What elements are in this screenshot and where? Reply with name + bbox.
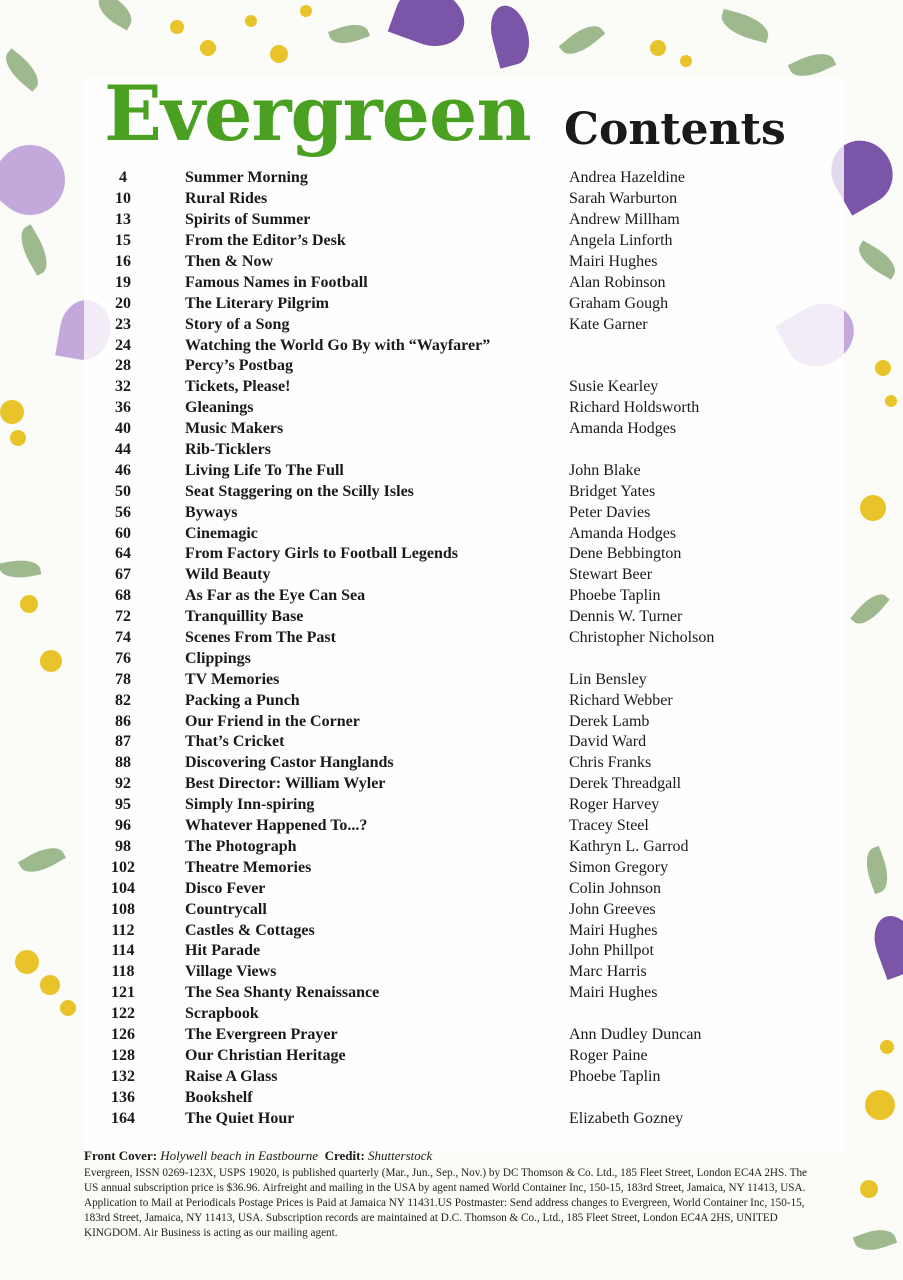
page-number: 86 <box>115 712 131 730</box>
article-author: Phoebe Taplin <box>569 587 661 605</box>
contents-row <box>96 816 816 837</box>
page-number: 87 <box>115 733 131 751</box>
article-author: Dennis W. Turner <box>569 608 683 626</box>
article-title: Village Views <box>185 963 277 981</box>
article-author: Alan Robinson <box>569 273 666 291</box>
page-number: 74 <box>115 629 131 647</box>
page-number: 82 <box>115 691 131 709</box>
article-title: Whatever Happened To...? <box>185 817 368 835</box>
page-number: 136 <box>111 1088 135 1106</box>
article-title: Summer Morning <box>185 169 308 187</box>
article-title: Disco Fever <box>185 879 266 897</box>
page-number: 23 <box>115 315 131 333</box>
article-title: Famous Names in Football <box>185 273 368 291</box>
contents-row <box>96 795 816 816</box>
article-title: Spirits of Summer <box>185 211 311 229</box>
page-number: 78 <box>115 670 131 688</box>
contents-row <box>96 711 816 732</box>
article-title: From Factory Girls to Football Legends <box>185 545 458 563</box>
article-title: The Sea Shanty Renaissance <box>185 984 380 1002</box>
publication-notice: Evergreen, ISSN 0269-123X, USPS 19020, is published quarterly (Mar., Jun., Sep., Nov.) by DC Thomson & Co. Ltd., 185 Fleet Street, London EC4A 2HS. The US annual subscription price is $36.96. Airfreight and mailing in the USA by agent named World Container Inc, 150-15, 183rd Street, Jamaica, NY 11413, USA. Application to Mail at Periodicals Postage Prices is Paid at Jamaica NY 11431.US Postmaster: Send address changes to Evergreen, World Container Inc, 150-15, 183rd Street, Jamaica, NY 11413, USA. Subscription records are maintained at D.C. Thomson & Co., Ltd., 185 Fleet Street, London EC4A 2HS, UNITED KINGDOM. Air Business is acting as our mailing agent. <box>84 1167 808 1239</box>
page-number: 76 <box>115 649 131 667</box>
page-number: 20 <box>115 294 131 312</box>
article-title: Castles & Cottages <box>185 921 315 939</box>
contents-row <box>96 419 816 440</box>
page-number: 72 <box>115 608 131 626</box>
article-title: Watching the World Go By with “Wayfarer” <box>185 336 491 354</box>
article-author: Amanda Hodges <box>569 420 677 438</box>
article-title: Our Christian Heritage <box>185 1046 346 1064</box>
article-author: Mairi Hughes <box>569 984 658 1002</box>
article-title: Rural Rides <box>185 190 268 208</box>
contents-row <box>96 941 816 962</box>
article-author: Phoebe Taplin <box>569 1067 661 1085</box>
contents-row <box>96 983 816 1004</box>
article-author: John Greeves <box>569 900 656 918</box>
article-author: Susie Kearley <box>569 378 659 396</box>
page-number: 56 <box>115 503 131 521</box>
article-author: Peter Davies <box>569 503 651 521</box>
contents-row <box>96 648 816 669</box>
article-author: Stewart Beer <box>569 566 653 584</box>
contents-row <box>96 168 816 189</box>
article-author: Simon Gregory <box>569 858 669 876</box>
contents-row <box>96 440 816 461</box>
article-title: Tickets, Please! <box>185 378 291 396</box>
article-author: Derek Threadgall <box>569 775 682 793</box>
credit-label: Credit: <box>324 1148 365 1163</box>
page-number: 98 <box>115 837 131 855</box>
magazine-title: Evergreen <box>104 69 531 158</box>
page-number: 118 <box>111 963 135 981</box>
page-number: 32 <box>115 378 131 396</box>
contents-row <box>96 1108 816 1129</box>
article-title: The Quiet Hour <box>185 1109 295 1127</box>
contents-row <box>96 502 816 523</box>
contents-row <box>96 774 816 795</box>
page-number: 24 <box>115 336 131 354</box>
article-title: Byways <box>185 503 238 521</box>
article-author: Christopher Nicholson <box>569 629 715 647</box>
article-title: Packing a Punch <box>185 691 300 709</box>
article-author: Roger Harvey <box>569 796 660 814</box>
article-author: Tracey Steel <box>569 817 649 835</box>
contents-row <box>96 628 816 649</box>
article-title: Countrycall <box>185 900 267 918</box>
contents-row <box>96 252 816 273</box>
page-number: 19 <box>115 273 131 291</box>
contents-row <box>96 857 816 878</box>
article-author: Ann Dudley Duncan <box>569 1025 702 1043</box>
page-number: 108 <box>111 900 135 918</box>
contents-row <box>96 1045 816 1066</box>
article-title: As Far as the Eye Can Sea <box>185 587 366 605</box>
contents-row <box>96 899 816 920</box>
page-number: 13 <box>115 211 131 229</box>
article-title: Rib-Ticklers <box>185 441 271 459</box>
article-author: John Phillpot <box>569 942 654 960</box>
page-number: 126 <box>111 1025 135 1043</box>
article-title: Simply Inn-spiring <box>185 796 315 814</box>
contents-row <box>96 1087 816 1108</box>
table-of-contents <box>96 168 816 1129</box>
article-title: Raise A Glass <box>185 1067 278 1085</box>
article-title: TV Memories <box>185 670 280 688</box>
article-author: Dene Bebbington <box>569 545 682 563</box>
page-number: 114 <box>111 942 135 960</box>
page-number: 112 <box>111 921 135 939</box>
contents-row <box>96 460 816 481</box>
contents-row <box>96 920 816 941</box>
article-title: Clippings <box>185 649 251 667</box>
article-title: From the Editor’s Desk <box>185 232 346 250</box>
contents-row <box>96 586 816 607</box>
contents-row <box>96 293 816 314</box>
article-title: Music Makers <box>185 420 284 438</box>
article-title: Seat Staggering on the Scilly Isles <box>185 482 414 500</box>
page-number: 164 <box>111 1109 135 1127</box>
contents-row <box>96 1025 816 1046</box>
contents-row <box>96 523 816 544</box>
article-author: Mairi Hughes <box>569 253 658 270</box>
article-author: Richard Webber <box>569 691 673 709</box>
front-cover-label: Front Cover: <box>84 1148 158 1163</box>
front-cover-value: Holywell beach in Eastbourne <box>160 1148 319 1163</box>
contents-row <box>96 398 816 419</box>
article-author: Elizabeth Gozney <box>569 1109 684 1127</box>
article-title: Percy’s Postbag <box>185 357 293 375</box>
article-author: Sarah Warburton <box>569 190 678 208</box>
contents-row <box>96 732 816 753</box>
contents-row <box>96 878 816 899</box>
article-author: Colin Johnson <box>569 879 662 897</box>
contents-row <box>96 1066 816 1087</box>
page-number: 40 <box>115 420 131 438</box>
contents-row <box>96 377 816 398</box>
article-author: Marc Harris <box>569 963 647 981</box>
article-title: The Photograph <box>185 837 297 855</box>
article-title: Cinemagic <box>185 524 258 542</box>
page-number: 10 <box>115 190 131 208</box>
page-number: 104 <box>111 879 135 897</box>
page-number: 16 <box>115 253 131 270</box>
page-number: 44 <box>115 441 131 459</box>
contents-row <box>96 607 816 628</box>
page-number: 15 <box>115 232 131 250</box>
article-title: Wild Beauty <box>185 566 271 584</box>
page-number: 4 <box>119 169 127 187</box>
contents-row <box>96 962 816 983</box>
article-title: Hit Parade <box>185 942 261 960</box>
contents-row <box>96 481 816 502</box>
contents-row <box>96 335 816 356</box>
article-author: Angela Linforth <box>569 232 673 250</box>
article-author: Kate Garner <box>569 315 648 333</box>
contents-row <box>96 1004 816 1025</box>
article-author: Chris Franks <box>569 754 652 772</box>
contents-row <box>96 669 816 690</box>
article-title: Then & Now <box>185 253 274 270</box>
article-author: David Ward <box>569 733 647 751</box>
page-number: 121 <box>111 984 135 1002</box>
contents-row <box>96 356 816 377</box>
article-author: Bridget Yates <box>569 482 656 500</box>
contents-row <box>96 189 816 210</box>
page-number: 128 <box>111 1046 135 1064</box>
article-author: John Blake <box>569 461 641 479</box>
article-title: Theatre Memories <box>185 858 312 876</box>
article-author: Graham Gough <box>569 294 669 312</box>
article-title: Scrapbook <box>185 1005 259 1023</box>
page-number: 36 <box>115 399 131 417</box>
article-title: Best Director: William Wyler <box>185 775 386 793</box>
contents-row <box>96 544 816 565</box>
article-title: Our Friend in the Corner <box>185 712 360 730</box>
article-author: Richard Holdsworth <box>569 399 700 417</box>
article-title: The Literary Pilgrim <box>185 294 329 312</box>
page-number: 68 <box>115 587 131 605</box>
page-number: 95 <box>115 796 131 814</box>
page-number: 67 <box>115 566 131 584</box>
article-author: Andrea Hazeldine <box>569 169 685 187</box>
article-author: Amanda Hodges <box>569 524 677 542</box>
page-number: 122 <box>111 1005 135 1023</box>
page-number: 46 <box>115 461 131 479</box>
article-title: Gleanings <box>185 399 254 417</box>
contents-row <box>96 565 816 586</box>
page-number: 132 <box>111 1067 135 1085</box>
article-title: Tranquillity Base <box>185 608 304 626</box>
page-number: 92 <box>115 775 131 793</box>
page-number: 28 <box>115 357 131 375</box>
page-number: 102 <box>111 858 135 876</box>
front-cover-credit <box>84 1148 432 1164</box>
page-number: 96 <box>115 817 131 835</box>
contents-row <box>96 690 816 711</box>
article-author: Derek Lamb <box>569 712 650 730</box>
contents-heading: Contents <box>564 104 786 155</box>
article-author: Mairi Hughes <box>569 921 658 939</box>
contents-row <box>96 753 816 774</box>
article-title: Living Life To The Full <box>185 461 344 479</box>
article-title: Bookshelf <box>185 1088 253 1106</box>
article-author: Lin Bensley <box>569 670 647 688</box>
page-number: 64 <box>115 545 131 563</box>
contents-row <box>96 837 816 858</box>
article-author: Kathryn L. Garrod <box>569 837 689 855</box>
page-number: 60 <box>115 524 131 542</box>
article-author: Andrew Millham <box>569 211 680 229</box>
article-title: Scenes From The Past <box>185 629 336 647</box>
contents-row <box>96 314 816 335</box>
page-number: 88 <box>115 754 131 772</box>
article-title: The Evergreen Prayer <box>185 1025 338 1043</box>
article-title: That’s Cricket <box>185 733 285 751</box>
contents-row <box>96 272 816 293</box>
article-author: Roger Paine <box>569 1046 648 1064</box>
article-title: Discovering Castor Hanglands <box>185 754 394 772</box>
article-title: Story of a Song <box>185 315 290 333</box>
contents-row <box>96 210 816 231</box>
page-number: 50 <box>115 482 131 500</box>
contents-row <box>96 231 816 252</box>
credit-value: Shutterstock <box>368 1148 433 1163</box>
